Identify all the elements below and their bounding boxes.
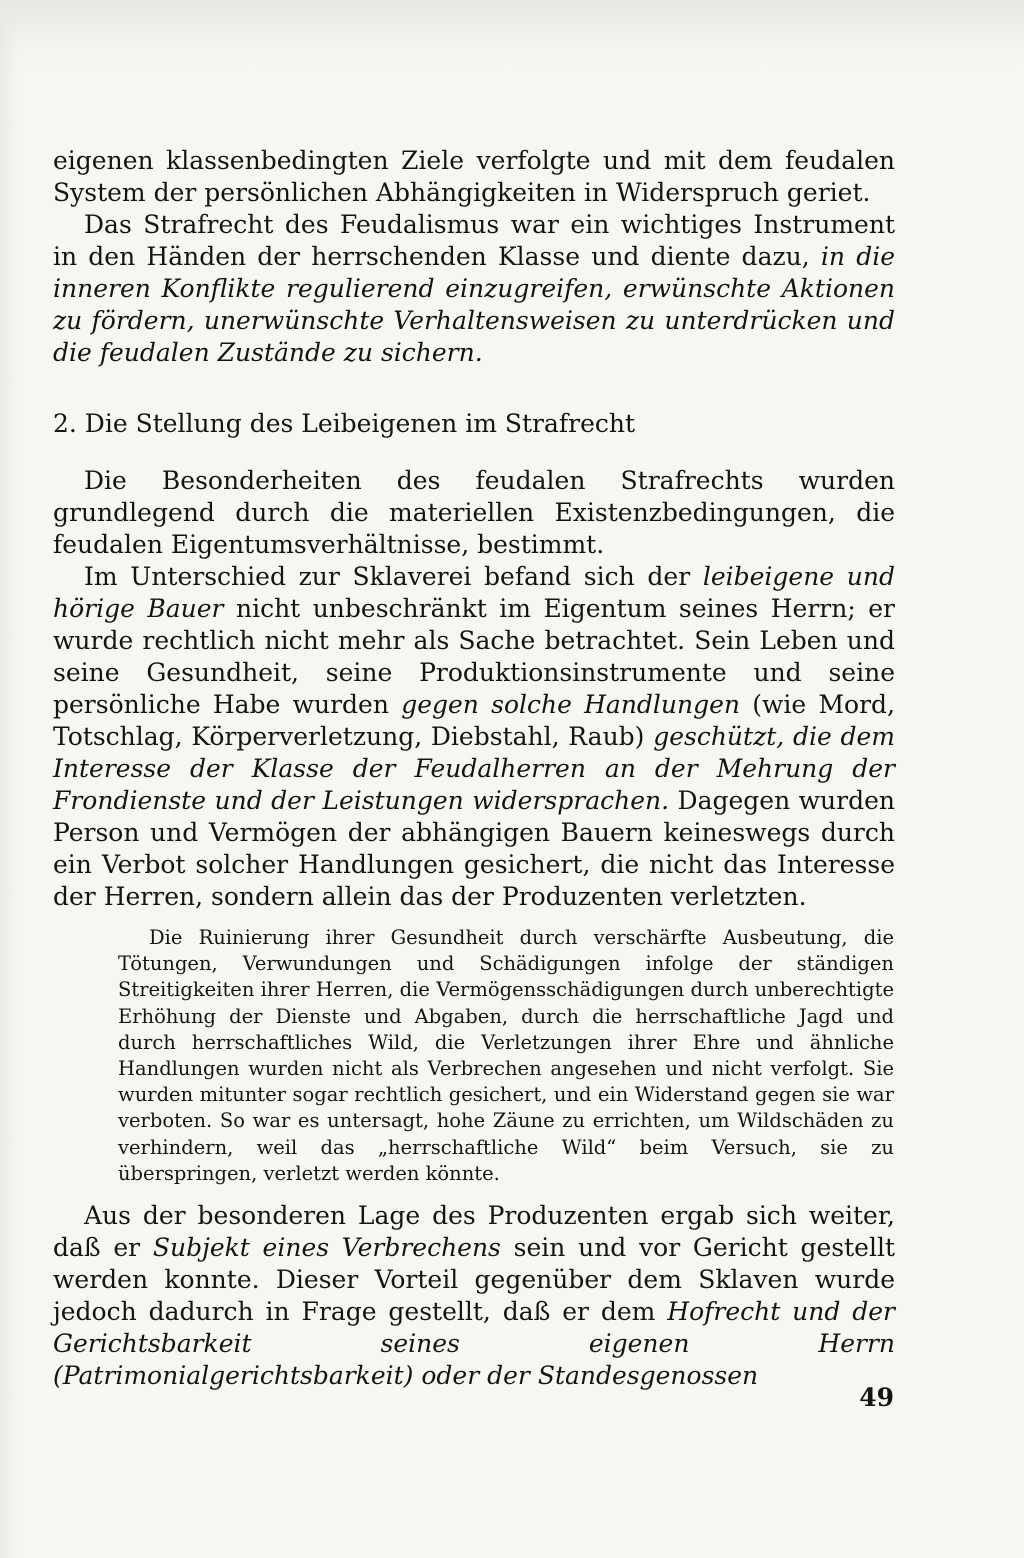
note-paragraph: Die Ruinierung ihrer Gesundheit durch verschärfte Ausbeutung, die Tötungen, Verwundungen und Schädigungen infolge der ständigen Streitigkeiten ihrer Herren, die Vermögensschädigungen durch unberechtigte Erhöhung der Dienste und Abgaben, durch die herrschaftliche Jagd und durch herrschaftliches Wild, die Verletzungen ihrer Ehre und ähnliche Handlungen wurden nicht als Verbrechen angesehen und nicht verfolgt. Sie wurden mitunter sogar rechtlich gesichert, und ein Widerstand gegen sie war verboten. So war es untersagt, hohe Zäune zu errichten, um Wildschäden zu verhindern, weil das „herrschaftliche Wild“ beim Versuch, sie zu überspringen, verletzt werden könnte. bbox=[118, 926, 894, 1185]
page-edge-shading bbox=[0, 0, 1024, 70]
section-body bbox=[53, 465, 895, 913]
paragraph-criminal-law: Das Strafrecht des Feudalismus war ein wichtiges Instrument in den Händen der herrschenden Klasse und diente dazu, in die inneren Konflikte regulierend einzugreifen, erwünschte Aktionen zu fördern, unerwünschte Verhaltensweisen zu unterdrücken und die feudalen Zustände zu sichern. bbox=[53, 210, 895, 367]
page-edge-shading-left bbox=[0, 0, 18, 1558]
intro-section bbox=[53, 145, 895, 369]
small-print-note bbox=[118, 925, 894, 1187]
paragraph-continued: eigenen klassenbedingten Ziele verfolgte und mit dem feudalen System der persönlichen Abhängigkeiten in Widerspruch geriet. bbox=[53, 146, 895, 207]
section-heading: 2. Die Stellung des Leibeigenen im Strafrecht bbox=[53, 409, 636, 438]
paragraph-difference: Im Unterschied zur Sklaverei befand sich der leibeigene und hörige Bauer nicht unbeschränkt im Eigentum seines Herrn; er wurde rechtlich nicht mehr als Sache betrachtet. Sein Leben und seine Gesundheit, seine Produktionsinstrumente und seine persönliche Habe wurden gegen solche Handlungen (wie Mord, Totschlag, Körperverletzung, Diebstahl, Raub) geschützt, die dem Interesse der Klasse der Feudalherren an der Mehrung der Frondienste und der Leistungen widersprachen. Dagegen wurden Person und Vermögen der abhängigen Bauern keineswegs durch ein Verbot solcher Handlungen gesichert, die nicht das Interesse der Herren, sondern allein das der Produzenten verletzten. bbox=[53, 562, 896, 911]
paragraph-peculiarities: Die Besonderheiten des feudalen Strafrechts wurden grundlegend durch die materiellen Existenzbedingungen, die feudalen Eigentumsverhältnisse, bestimmt. bbox=[53, 466, 895, 559]
paragraph-subject: Aus der besonderen Lage des Produzenten ergab sich weiter, daß er Subjekt eines Verbrechens sein und vor Gericht gestellt werden konnte. Dieser Vorteil gegenüber dem Sklaven wurde jedoch dadurch in Frage gestellt, daß er dem Hofrecht und der Gerichtsbarkeit seines eigenen Herrn (Patrimonialgerichtsbarkeit) oder der Standesgenossen bbox=[53, 1201, 896, 1390]
closing-section bbox=[53, 1200, 895, 1392]
page-number: 49 bbox=[859, 1383, 894, 1412]
